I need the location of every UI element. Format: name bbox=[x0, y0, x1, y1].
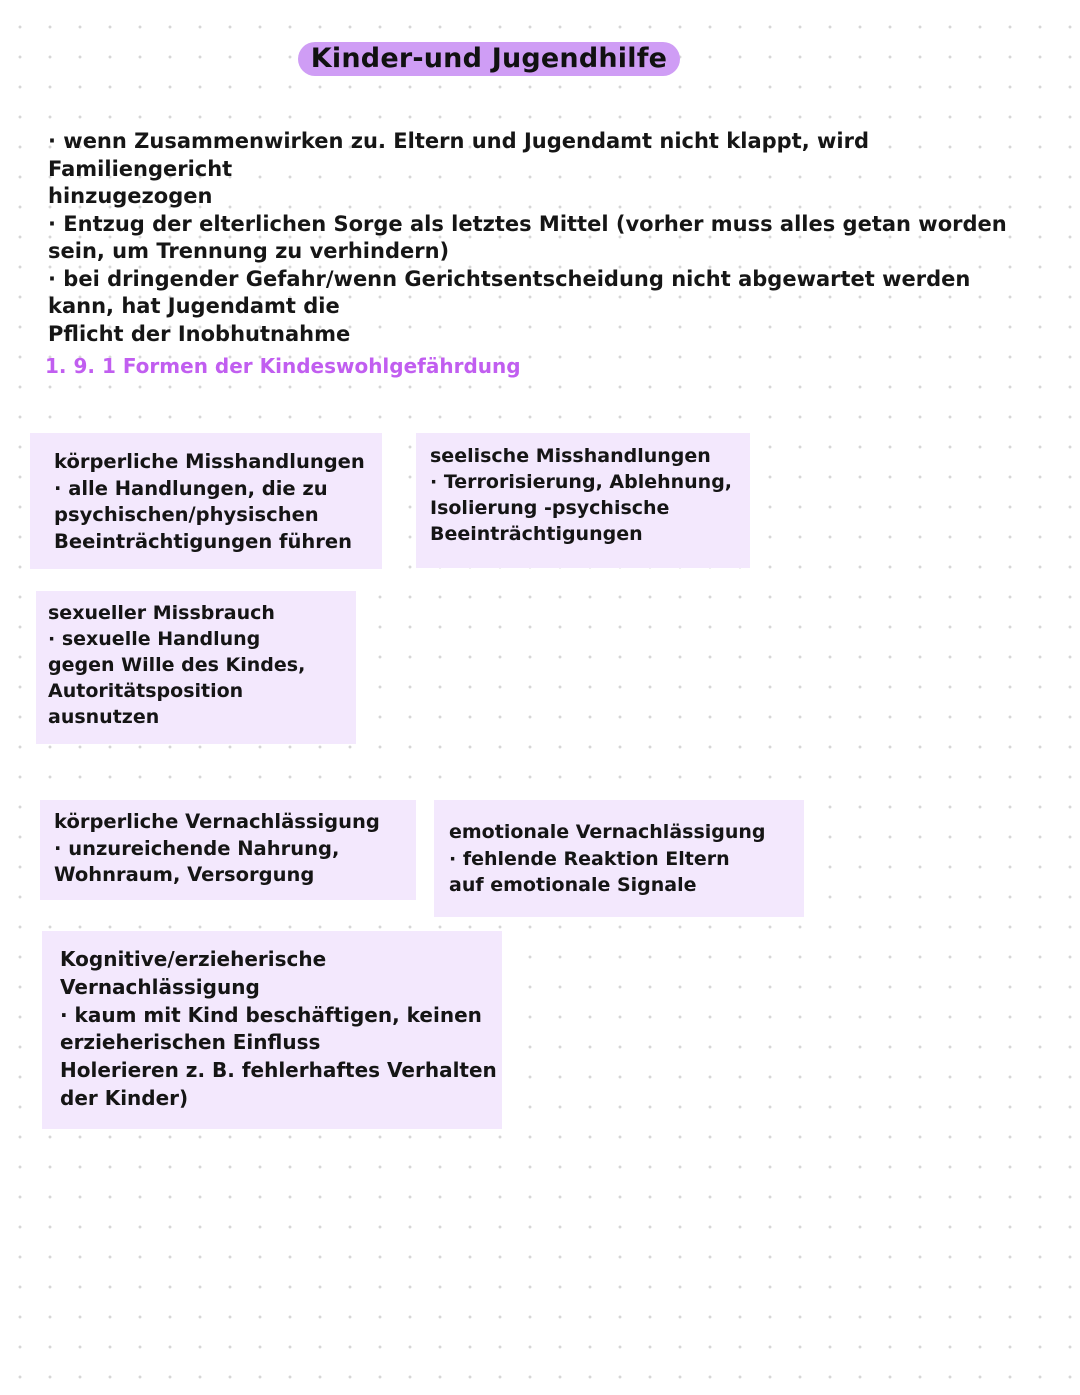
card-koerperliche-misshandlungen bbox=[30, 433, 382, 569]
page-title: Kinder-und Jugendhilfe bbox=[298, 42, 680, 76]
intro-notes bbox=[48, 128, 1038, 348]
card-body: · kaum mit Kind beschäftigen, keinen erzieherischen Einfluss Holerieren z. B. fehlerhaftes Verhalten der Kinder) bbox=[60, 1002, 497, 1110]
card-title: Kognitive/erzieherische Vernachlässigung bbox=[60, 947, 327, 999]
card-seelische-misshandlungen bbox=[416, 433, 750, 568]
section-heading: 1. 9. 1 Formen der Kindeswohlgefährdung bbox=[45, 354, 521, 378]
intro-bullet-inobhutnahme: · bei dringender Gefahr/wenn Gerichtsentscheidung nicht abgewartet werden kann, hat Jugendamt die Pflicht der Inobhutnahme bbox=[48, 266, 971, 346]
card-body: · fehlende Reaktion Eltern auf emotionale Signale bbox=[449, 847, 730, 896]
card-title: körperliche Vernachlässigung bbox=[54, 810, 380, 833]
card-title: emotionale Vernachlässigung bbox=[449, 821, 766, 843]
card-koerperliche-vernachlaessigung bbox=[40, 800, 416, 900]
card-sexueller-missbrauch bbox=[36, 591, 356, 744]
intro-bullet-familiengericht: · wenn Zusammenwirken zu. Eltern und Jugendamt nicht klappt, wird Familiengericht hinzugezogen bbox=[48, 129, 869, 208]
card-body: · Terrorisierung, Ablehnung, Isolierung -psychische Beeinträchtigungen bbox=[430, 471, 733, 545]
card-title: sexueller Missbrauch bbox=[48, 602, 275, 624]
card-emotionale-vernachlaessigung bbox=[434, 800, 804, 917]
card-body: · sexuelle Handlung gegen Wille des Kindes, Autoritätsposition ausnutzen bbox=[48, 628, 306, 728]
card-title: körperliche Misshandlungen bbox=[54, 450, 365, 473]
card-body: · unzureichende Nahrung, Wohnraum, Versorgung bbox=[54, 836, 340, 886]
card-title: seelische Misshandlungen bbox=[430, 445, 711, 467]
card-body: · alle Handlungen, die zu psychischen/physischen Beeinträchtigungen führen bbox=[54, 476, 352, 553]
intro-bullet-sorgeentzug: · Entzug der elterlichen Sorge als letztes Mittel (vorher muss alles getan worden sein, um Trennung zu verhindern) bbox=[48, 211, 1007, 263]
card-kognitive-vernachlaessigung bbox=[42, 931, 502, 1129]
